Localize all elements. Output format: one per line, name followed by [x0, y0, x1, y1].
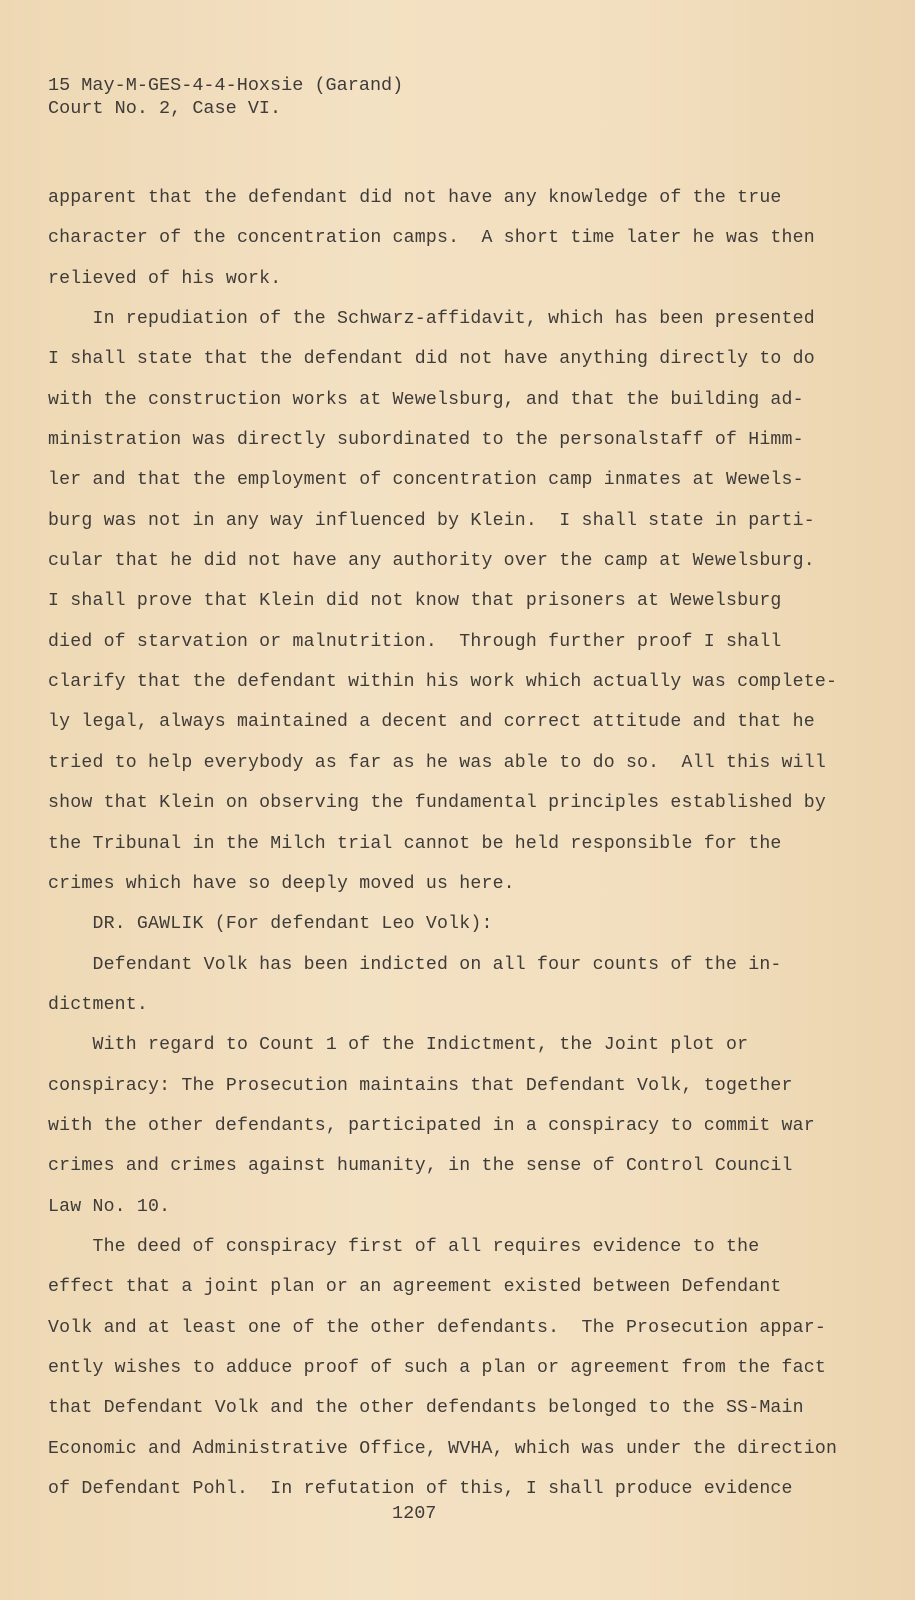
document-body [48, 178, 837, 1509]
text-line: DR. GAWLIK (For defendant Leo Volk): [48, 914, 493, 935]
text-line: With regard to Count 1 of the Indictment, the Joint plot or [48, 1035, 749, 1056]
text-line: apparent that the defendant did not have any knowledge of the true [48, 188, 782, 208]
text-line: effect that a joint plan or an agreement existed between Defendant [48, 1277, 782, 1298]
text-line: I shall prove that Klein did not know that prisoners at Wewelsburg [48, 591, 782, 612]
document-header [48, 74, 403, 120]
text-line: Economic and Administrative Office, WVHA, which was under the direction [48, 1438, 838, 1459]
text-line: clarify that the defendant within his work which actually was complete- [48, 672, 838, 693]
text-line: relieved of his work. [48, 268, 282, 289]
header-line-1: 15 May-M-GES-4-4-Hoxsie (Garand) [48, 75, 404, 96]
text-line: with the construction works at Wewelsburg, and that the building ad- [48, 389, 804, 410]
text-line: I shall state that the defendant did not have anything directly to do [48, 349, 815, 370]
text-line: crimes which have so deeply moved us here. [48, 873, 515, 894]
page-number: 1207 [392, 1503, 437, 1524]
header-line-2: Court No. 2, Case VI. [48, 98, 282, 119]
text-line: ently wishes to adduce proof of such a plan or agreement from the fact [48, 1357, 826, 1378]
text-line: crimes and crimes against humanity, in the sense of Control Council [48, 1156, 793, 1177]
text-line: ministration was directly subordinated to the personalstaff of Himm- [48, 430, 804, 451]
text-line: character of the concentration camps. A short time later he was then [48, 228, 815, 249]
text-line: cular that he did not have any authority over the camp at Wewelsburg. [48, 551, 815, 572]
text-line: ly legal, always maintained a decent and correct attitude and that he [48, 712, 815, 733]
text-line: tried to help everybody as far as he was able to do so. All this will [48, 752, 826, 773]
text-line: with the other defendants, participated in a conspiracy to commit war [48, 1115, 815, 1136]
text-line: Defendant Volk has been indicted on all four counts of the in- [48, 954, 782, 975]
text-line: the Tribunal in the Milch trial cannot be held responsible for the [48, 833, 782, 854]
text-line: In repudiation of the Schwarz-affidavit, which has been presented [48, 309, 815, 330]
text-line: of Defendant Pohl. In refutation of this, I shall produce evidence [48, 1479, 793, 1499]
text-line: ler and that the employment of concentration camp inmates at Wewels- [48, 470, 804, 491]
text-line: dictment. [48, 994, 149, 1015]
text-line: conspiracy: The Prosecution maintains that Defendant Volk, together [48, 1075, 793, 1096]
text-line: that Defendant Volk and the other defendants belonged to the SS-Main [48, 1398, 804, 1419]
text-line: The deed of conspiracy first of all requires evidence to the [48, 1236, 760, 1257]
text-line: burg was not in any way influenced by Klein. I shall state in parti- [48, 510, 815, 531]
text-line: Volk and at least one of the other defendants. The Prosecution appar- [48, 1317, 826, 1338]
text-line: died of starvation or malnutrition. Through further proof I shall [48, 631, 782, 652]
text-line: show that Klein on observing the fundamental principles established by [48, 793, 826, 814]
text-line: Law No. 10. [48, 1196, 171, 1217]
